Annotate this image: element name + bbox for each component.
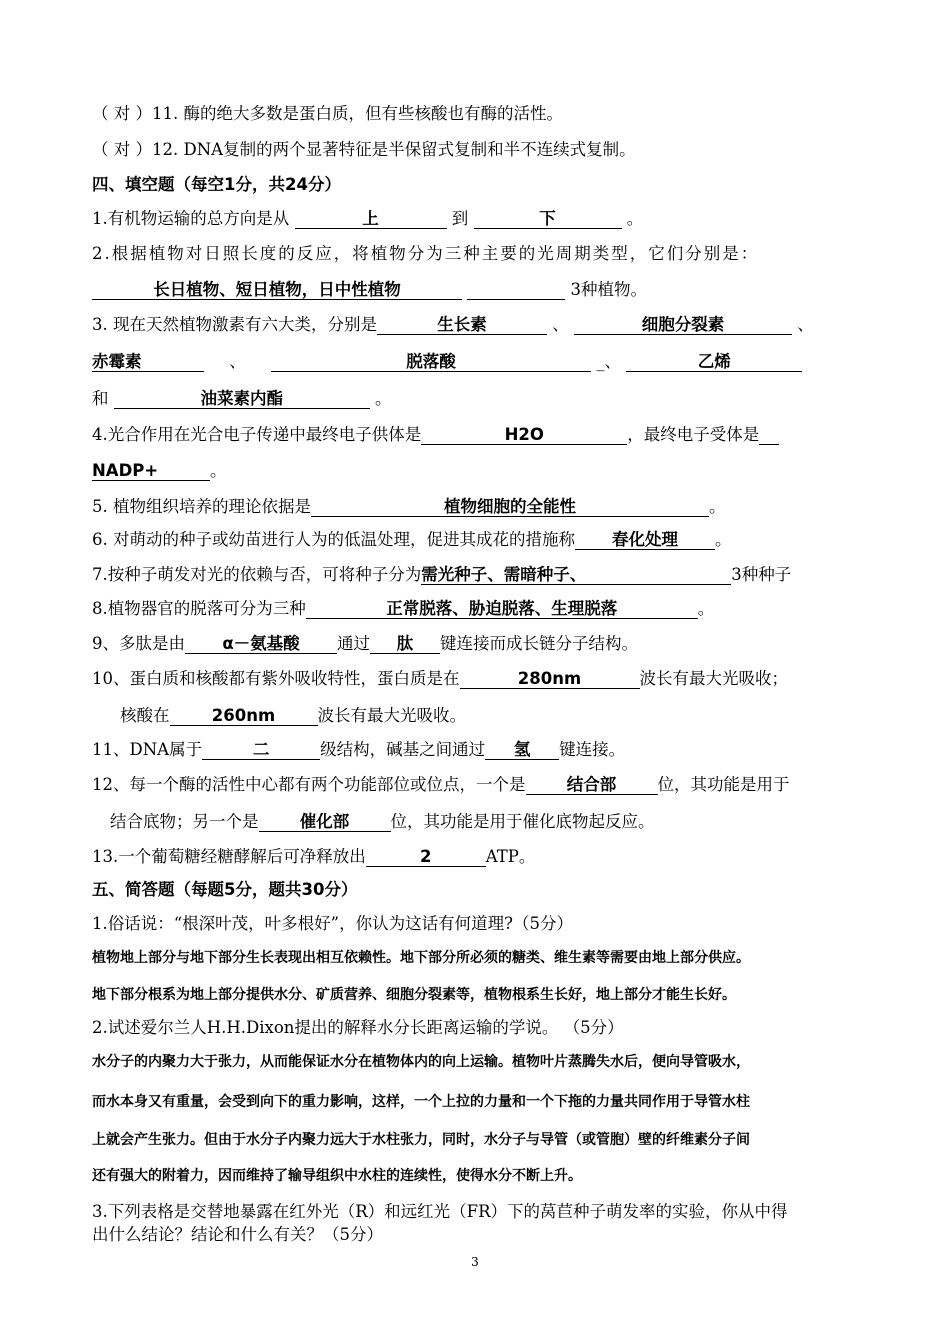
question-4-line2: NADP+ 。 xyxy=(92,461,227,480)
answer-blank: 植物细胞的全能性 xyxy=(311,497,709,517)
answer-blank: 生长素 xyxy=(377,315,547,335)
section-title-fill-in: 四、填空题（每空1分，共24分） xyxy=(92,175,341,194)
tf-item-11: （ 对 ）11. 酶的绝大多数是蛋白质，但有些核酸也有酶的活性。 xyxy=(92,104,563,123)
tf-text: 酶的绝大多数是蛋白质，但有些核酸也有酶的活性。 xyxy=(183,104,563,123)
answer-blank: 上 xyxy=(295,209,447,229)
answer-blank-empty xyxy=(467,280,565,300)
answer-blank: 2 xyxy=(366,847,486,867)
tf-text: DNA复制的两个显著特征是半保留式复制和半不连续式复制。 xyxy=(183,140,636,159)
answer-blank: 赤霉素 xyxy=(92,352,204,372)
answer-blank: 油菜素内酯 xyxy=(114,389,370,409)
question-3-line3: 和 油菜素内酯 。 xyxy=(92,389,392,408)
short-question-1: 1.俗话说：“根深叶茂，叶多根好”，你认为这话有何道理?（5分） xyxy=(92,914,573,933)
short-answer-1-line2: 地下部分根系为地上部分提供水分、矿质营养、细胞分裂素等，植物根系生长好，地上部分才能生长好。 xyxy=(92,987,736,1003)
tf-mark: 对 xyxy=(113,104,131,123)
answer-blank: 结合部 xyxy=(526,775,658,795)
answer-blank: 肽 xyxy=(370,634,440,654)
question-12-line2: 结合底物；另一个是 催化部 位，其功能是用于催化底物起反应。 xyxy=(110,812,655,831)
answer-blank: 乙烯 xyxy=(626,352,802,372)
question-10-line1: 10、蛋白质和核酸都有紫外吸收特性，蛋白质是在 280nm 波长有最大光吸收； xyxy=(92,669,788,688)
answer-blank: 长日植物、短日植物，日中性植物 xyxy=(92,280,462,300)
answer-blank: 需光种子、需暗种子、 xyxy=(421,565,731,585)
short-question-2: 2.试述爱尔兰人H.H.Dixon提出的解释水分长距离运输的学说。 （5分） xyxy=(92,1018,624,1037)
answer-blank: 催化部 xyxy=(259,812,391,832)
tf-num: 11. xyxy=(152,104,179,123)
question-9: 9、多肽是由 α－氨基酸 通过 肽 键连接而成长链分子结构。 xyxy=(92,634,638,653)
answer-blank: H2O xyxy=(421,425,627,445)
short-answer-2-line2: 而水本身又有重量，会受到向下的重力影响，这样，一个上拉的力量和一个下拖的力量共同作用于导管水柱 xyxy=(92,1094,750,1110)
tf-item-12: （ 对 ）12. DNA复制的两个显著特征是半保留式复制和半不连续式复制。 xyxy=(92,140,636,159)
answer-blank: 正常脱落、胁迫脱落、生理脱落 xyxy=(306,599,698,619)
short-question-3-line2: 出什么结论？结论和什么有关？（5分） xyxy=(92,1225,383,1244)
question-12-line1: 12、每一个酶的活性中心都有两个功能部位或位点，一个是 结合部 位，其功能是用于 xyxy=(92,775,790,794)
answer-blank: NADP+ xyxy=(92,461,210,481)
question-2-line1: 2.根据植物对日照长度的反应，将植物分为三种主要的光周期类型，它们分别是： xyxy=(92,244,760,263)
question-2-line2: 长日植物、短日植物，日中性植物 3种植物。 xyxy=(92,280,647,300)
question-7: 7.按种子萌发对光的依赖与否，可将种子分为需光种子、需暗种子、 3种种子 xyxy=(92,565,792,584)
question-5: 5. 植物组织培养的理论依据是 植物细胞的全能性 。 xyxy=(92,497,726,516)
answer-blank: 二 xyxy=(202,740,320,760)
answer-blank: 下 xyxy=(474,209,622,229)
answer-blank: 脱落酸 xyxy=(271,352,591,372)
short-answer-1-line1: 植物地上部分与地下部分生长表现出相互依赖性。地下部分所必须的糖类、维生素等需要由地上部分供应。 xyxy=(92,950,750,966)
short-answer-2-line3: 上就会产生张力。但由于水分子内聚力远大于水柱张力，同时，水分子与导管（或管胞）壁的纤维素分子间 xyxy=(92,1132,750,1148)
answer-blank: α－氨基酸 xyxy=(185,634,337,654)
question-1: 1.有机物运输的总方向是从 上 到 下 。 xyxy=(92,209,644,228)
question-6: 6. 对萌动的种子或幼苗进行人为的低温处理，促进其成花的措施称 春化处理 。 xyxy=(92,530,732,549)
answer-blank: 春化处理 xyxy=(575,530,715,550)
section-title-short-answer: 五、简答题（每题5分，题共30分） xyxy=(92,880,358,899)
short-answer-2-line4: 还有强大的附着力，因而维持了输导组织中水柱的连续性，使得水分不断上升。 xyxy=(92,1168,582,1184)
tf-num: 12. xyxy=(152,140,179,159)
question-8: 8.植物器官的脱落可分为三种 正常脱落、胁迫脱落、生理脱落 。 xyxy=(92,599,715,618)
question-11: 11、DNA属于 二 级结构，碱基之间通过 氢 键连接。 xyxy=(92,740,626,759)
short-answer-2-line1: 水分子的内聚力大于张力，从而能保证水分在植物体内的向上运输。植物叶片蒸腾失水后，便向导管吸水， xyxy=(92,1054,750,1070)
question-3-line1: 3. 现在天然植物激素有六大类，分别是 生长素 、 细胞分裂素 、 xyxy=(92,315,814,334)
page-number: 3 xyxy=(471,1255,479,1269)
question-10-line2: 核酸在 260nm 波长有最大光吸收。 xyxy=(120,706,466,725)
question-3-line2: 赤霉素 、 脱落酸 _、 乙烯 xyxy=(92,352,802,372)
tf-mark: 对 xyxy=(113,140,131,159)
answer-blank: 260nm xyxy=(170,706,318,726)
short-question-3-line1: 3.下列表格是交替地暴露在红外光（R）和远红光（FR）下的莴苣种子萌发率的实验，你从中得 xyxy=(92,1202,788,1221)
question-4-line1: 4.光合作用在光合电子传递中最终电子供体是 H2O ，最终电子受体是 xyxy=(92,425,779,445)
answer-blank: 氢 xyxy=(485,740,559,760)
answer-blank: 280nm xyxy=(460,669,640,689)
answer-blank: 细胞分裂素 xyxy=(574,315,792,335)
question-13: 13.一个葡萄糖经糖酵解后可净释放出 2 ATP。 xyxy=(92,847,536,866)
